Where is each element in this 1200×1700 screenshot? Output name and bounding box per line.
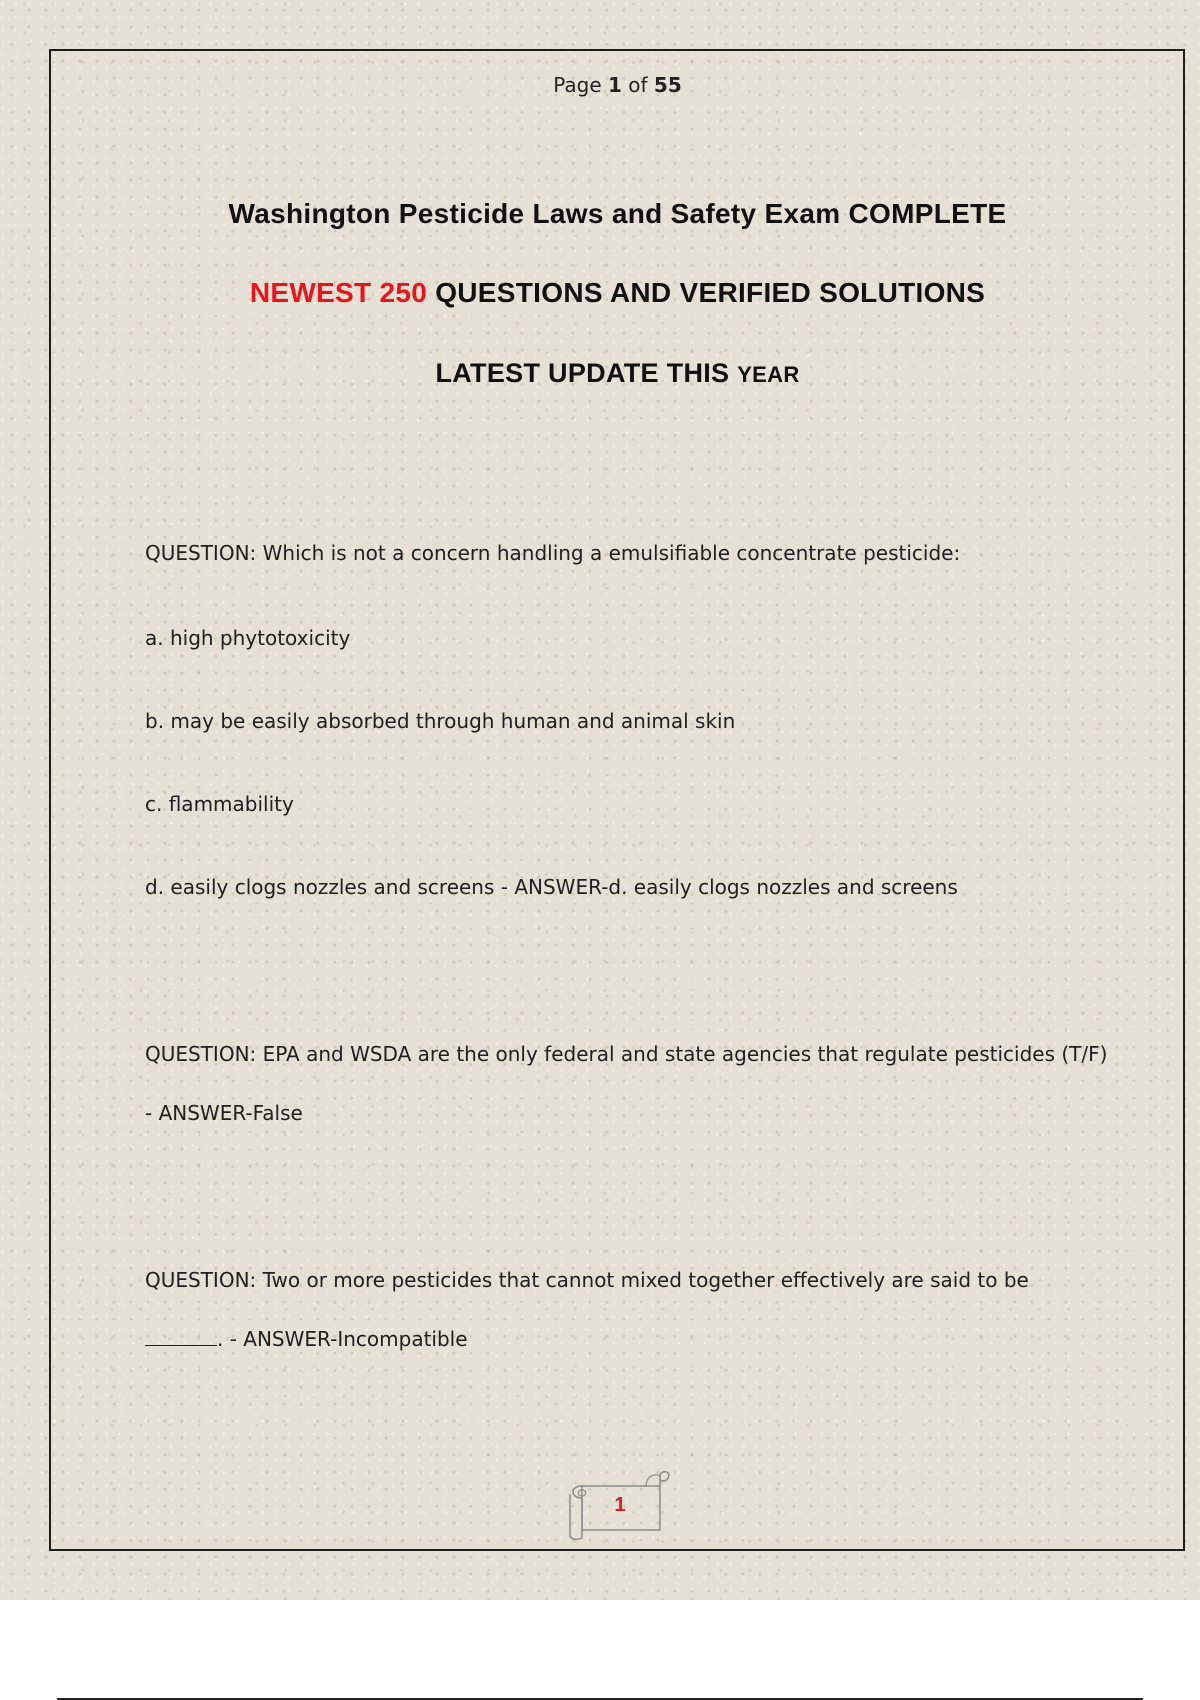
document-title-line-2: [0, 277, 1200, 309]
question-1-option-a: a. high phytotoxicity: [145, 626, 351, 650]
of-word: of: [628, 73, 648, 97]
question-1-option-b: b. may be easily absorbed through human and animal skin: [145, 709, 736, 733]
question-3-answer: . - ANSWER-Incompatible: [217, 1327, 468, 1351]
document-title-line-3: [0, 358, 1200, 389]
title-line-3-small: YEAR: [737, 362, 800, 387]
title-line-3-main: LATEST UPDATE THIS: [435, 358, 730, 388]
question-2-text: QUESTION: EPA and WSDA are the only federal and state agencies that regulate pesticides (T/F): [145, 1042, 1108, 1066]
question-3-text: QUESTION: Two or more pesticides that cannot mixed together effectively are said to be: [145, 1268, 1029, 1292]
question-1-text: QUESTION: Which is not a concern handling a emulsifiable concentrate pesticide:: [145, 541, 961, 565]
page-counter: [0, 73, 1200, 97]
page-number: 1: [614, 1494, 626, 1516]
question-2-answer: - ANSWER-False: [145, 1101, 303, 1125]
document-title-line-1: Washington Pesticide Laws and Safety Exam COMPLETE: [228, 198, 1007, 229]
question-3-answer-line: [145, 1327, 468, 1351]
total-pages: 55: [653, 73, 682, 97]
title-line-2-rest: QUESTIONS AND VERIFIED SOLUTIONS: [435, 277, 986, 308]
fill-in-blank: [145, 1327, 217, 1346]
current-page: 1: [608, 73, 622, 97]
page-word: Page: [553, 73, 602, 97]
page-number-scroll-badge: [560, 1468, 670, 1540]
title-highlight: NEWEST 250: [249, 277, 428, 308]
question-1-option-d: d. easily clogs nozzles and screens - ANSWER-d. easily clogs nozzles and screens: [145, 875, 958, 899]
question-1-option-c: c. flammability: [145, 792, 294, 816]
